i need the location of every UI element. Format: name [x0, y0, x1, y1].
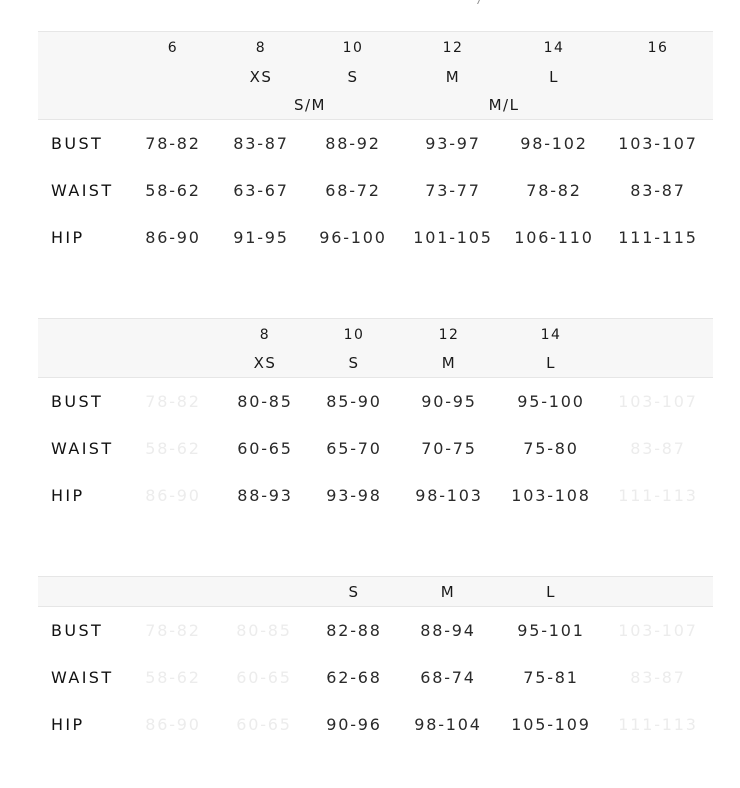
table-cell: 105-109	[511, 715, 591, 734]
header-size-numbers	[38, 326, 713, 344]
table-cell: 68-72	[325, 181, 381, 200]
table-cell: 98-104	[414, 715, 482, 734]
header-combined-ml: M/L	[488, 96, 520, 114]
table-cell: 93-97	[425, 134, 481, 153]
table-cell: 78-82	[145, 134, 201, 153]
table-row-hip	[38, 228, 713, 248]
top-edge-mark	[471, 0, 480, 4]
header-combined-sm: S/M	[293, 96, 327, 114]
table-cell: 90-95	[421, 392, 477, 411]
header-size-letters	[38, 354, 713, 372]
header-size-14: 14	[543, 40, 565, 56]
header-size-12: 12	[438, 327, 460, 343]
table-cell: 65-70	[326, 439, 382, 458]
table-cell: 75-80	[523, 439, 579, 458]
header-letter-s: S	[347, 68, 359, 86]
table-cell: 103-108	[511, 486, 591, 505]
ghost-cell: 60-65	[236, 715, 292, 734]
table-cell: 58-62	[145, 181, 201, 200]
row-label-bust: BUST	[51, 621, 104, 640]
table-cell: 60-65	[237, 439, 293, 458]
table-cell: 111-115	[618, 228, 698, 247]
table-cell: 73-77	[425, 181, 481, 200]
table-row-bust	[38, 392, 713, 412]
header-size-12: 12	[442, 40, 464, 56]
table-cell: 70-75	[421, 439, 477, 458]
ghost-cell: 103-107	[618, 621, 698, 640]
table-cell: 96-100	[319, 228, 387, 247]
table-cell: 98-103	[415, 486, 483, 505]
ghost-cell: 86-90	[145, 486, 201, 505]
header-size-8: 8	[255, 40, 267, 56]
table-row-hip	[38, 715, 713, 735]
row-label-waist: WAIST	[51, 181, 114, 200]
table-cell: 68-74	[420, 668, 476, 687]
table-row-waist	[38, 181, 713, 201]
table-cell: 83-87	[233, 134, 289, 153]
table-cell: 75-81	[523, 668, 579, 687]
table-row-waist	[38, 439, 713, 459]
header-letter-l: L	[546, 354, 556, 372]
table-cell: 86-90	[145, 228, 201, 247]
header-letter-l: L	[549, 68, 559, 86]
table-cell: 88-93	[237, 486, 293, 505]
ghost-cell: 111-113	[618, 486, 698, 505]
header-letter-s: S	[348, 583, 360, 601]
header-size-numbers	[38, 39, 713, 57]
size-table-1	[38, 31, 713, 261]
table-cell: 88-94	[420, 621, 476, 640]
table-cell: 90-96	[326, 715, 382, 734]
table-cell: 101-105	[413, 228, 493, 247]
size-table-3-header	[38, 576, 713, 607]
table-cell: 95-100	[517, 392, 585, 411]
header-size-combined	[38, 96, 713, 114]
size-table-2	[38, 318, 713, 518]
header-letter-xs: XS	[249, 68, 273, 86]
table-cell: 93-98	[326, 486, 382, 505]
header-letter-s: S	[348, 354, 360, 372]
size-table-1-header	[38, 31, 713, 120]
header-letter-m: M	[441, 354, 457, 372]
header-letter-m: M	[440, 583, 456, 601]
ghost-cell: 86-90	[145, 715, 201, 734]
table-cell: 62-68	[326, 668, 382, 687]
row-label-hip: HIP	[51, 715, 85, 734]
header-size-10: 10	[343, 327, 365, 343]
header-size-10: 10	[342, 40, 364, 56]
header-size-letters	[38, 68, 713, 86]
table-cell: 83-87	[630, 181, 686, 200]
header-letter-m: M	[445, 68, 461, 86]
ghost-cell: 111-113	[618, 715, 698, 734]
row-label-bust: BUST	[51, 392, 104, 411]
table-row-bust	[38, 621, 713, 641]
header-size-14: 14	[540, 327, 562, 343]
row-label-hip: HIP	[51, 486, 85, 505]
table-row-hip	[38, 486, 713, 506]
ghost-cell: 58-62	[145, 439, 201, 458]
table-cell: 103-107	[618, 134, 698, 153]
ghost-cell: 103-107	[618, 392, 698, 411]
header-letter-xs: XS	[253, 354, 277, 372]
header-size-letters	[38, 583, 713, 601]
size-table-2-header	[38, 318, 713, 378]
table-row-waist	[38, 668, 713, 688]
header-size-6: 6	[167, 40, 179, 56]
table-cell: 98-102	[520, 134, 588, 153]
header-size-8: 8	[259, 327, 271, 343]
row-label-waist: WAIST	[51, 668, 114, 687]
table-cell: 85-90	[326, 392, 382, 411]
ghost-cell: 83-87	[630, 668, 686, 687]
ghost-cell: 83-87	[630, 439, 686, 458]
header-letter-l: L	[546, 583, 556, 601]
ghost-cell: 58-62	[145, 668, 201, 687]
row-label-bust: BUST	[51, 134, 104, 153]
ghost-cell: 80-85	[236, 621, 292, 640]
table-row-bust	[38, 134, 713, 154]
ghost-cell: 78-82	[145, 392, 201, 411]
table-cell: 88-92	[325, 134, 381, 153]
table-cell: 82-88	[326, 621, 382, 640]
table-cell: 95-101	[517, 621, 585, 640]
size-table-3	[38, 576, 713, 746]
table-cell: 78-82	[526, 181, 582, 200]
table-cell: 106-110	[514, 228, 594, 247]
ghost-cell: 78-82	[145, 621, 201, 640]
ghost-cell: 60-65	[236, 668, 292, 687]
row-label-waist: WAIST	[51, 439, 114, 458]
table-cell: 80-85	[237, 392, 293, 411]
header-size-16: 16	[647, 40, 669, 56]
table-cell: 91-95	[233, 228, 289, 247]
row-label-hip: HIP	[51, 228, 85, 247]
table-cell: 63-67	[233, 181, 289, 200]
